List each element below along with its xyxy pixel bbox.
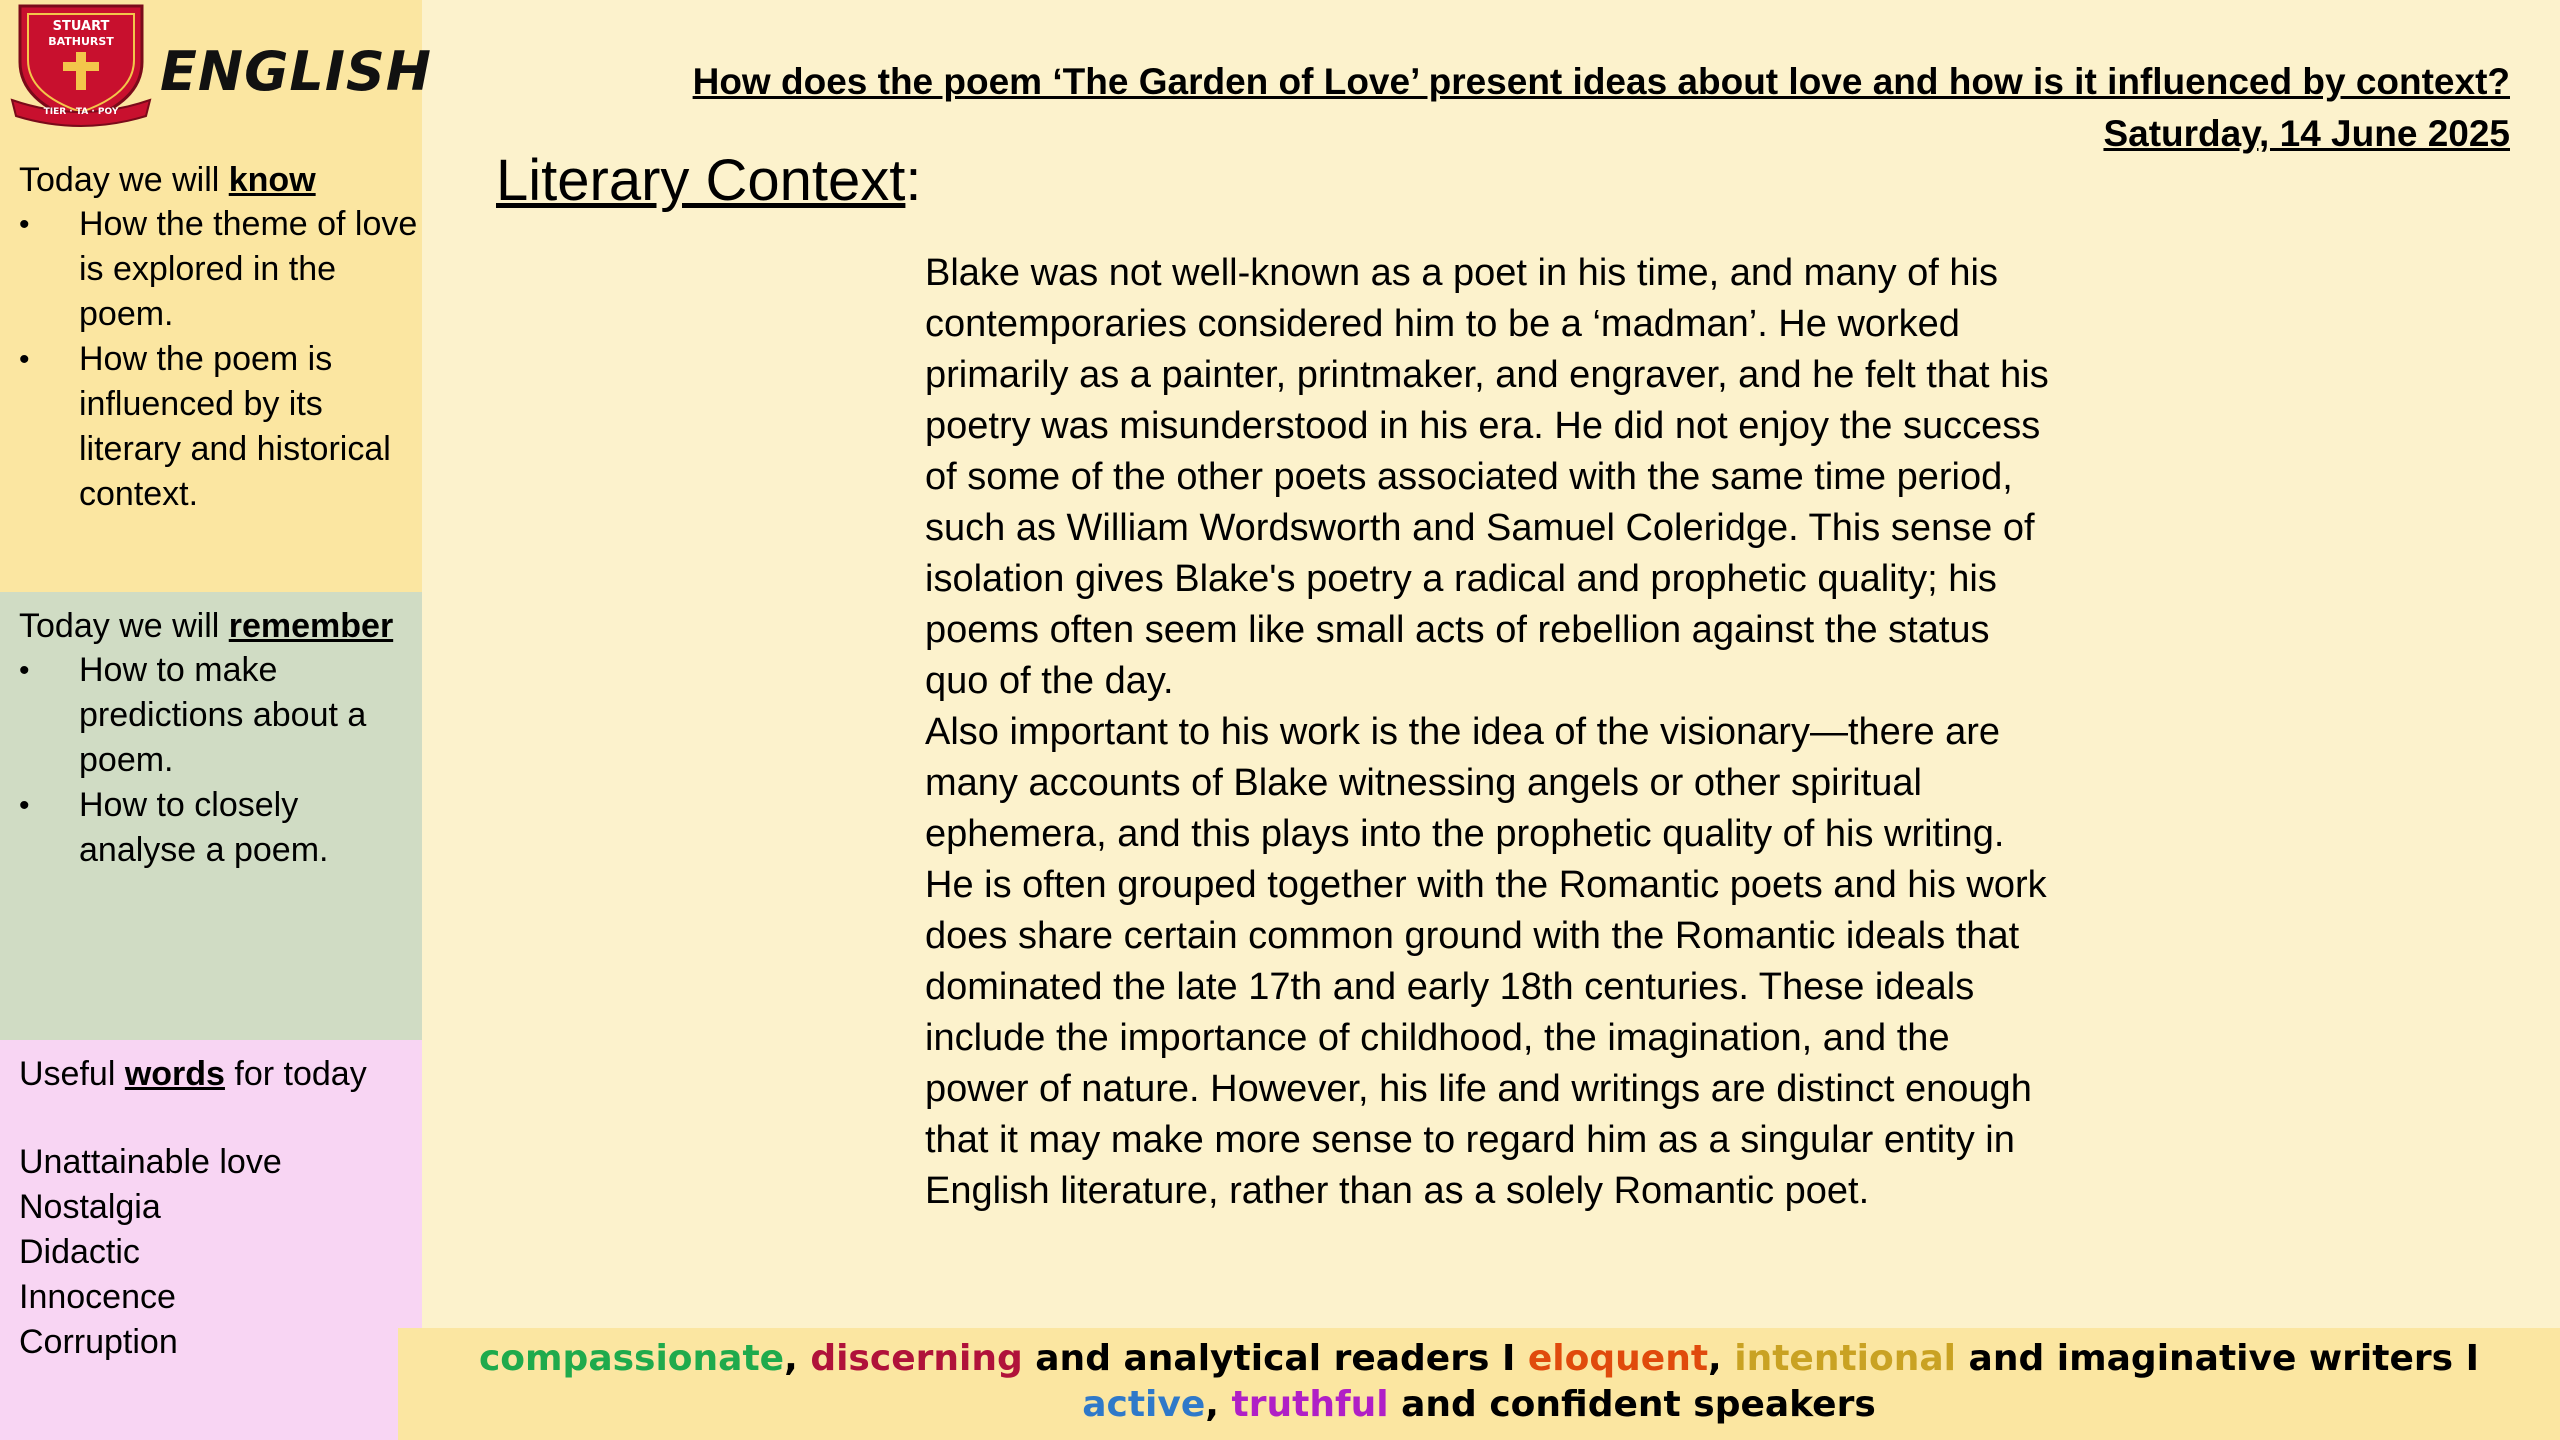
value-truthful: truthful: [1231, 1384, 1389, 1425]
remember-item-text: How to make predictions about a poem.: [79, 651, 367, 779]
words-keyword: words: [124, 1055, 225, 1093]
footer-sep: ,: [1205, 1384, 1232, 1425]
value-intentional: intentional: [1734, 1338, 1957, 1379]
footer-line-2: [398, 1382, 2560, 1428]
remember-item-text: How to closely analyse a poem.: [79, 786, 329, 869]
know-item-text: How the theme of love is explored in the poem.: [79, 205, 418, 333]
lesson-date: Saturday, 14 June 2025: [2103, 113, 2510, 154]
slide-title: [496, 146, 922, 216]
know-prefix: Today we will: [19, 161, 229, 199]
value-eloquent: eloquent: [1527, 1338, 1709, 1379]
sidebar: [0, 0, 432, 1440]
question-text: How does the poem ‘The Garden of Love’ present ideas about love and how is it influenced by context?: [692, 61, 2510, 102]
list-item: [19, 337, 419, 517]
context-paragraph: Blake was not well-known as a poet in his time, and many of his contemporaries considered him to be a ‘madman’. He worked primarily as a painter, printmaker, and engraver, and he felt that his poetry was misunderstood in his era. He did not enjoy the success of some of the other poets associated with the same time period, such as William Wordsworth and Samuel Coleridge. This sense of isolation gives Blake's poetry a radical and prophetic quality; his poems often seem like small acts of rebellion against the status quo of the day.: [925, 252, 2049, 702]
subject-title: ENGLISH: [160, 40, 432, 103]
remember-panel: [0, 592, 422, 1040]
list-item: [19, 648, 419, 783]
vocab-word: Nostalgia: [19, 1188, 161, 1226]
vocab-word: Corruption: [19, 1323, 178, 1361]
know-heading: [19, 158, 316, 202]
bullet-icon: •: [19, 208, 30, 241]
footer-divider: I: [2465, 1338, 2480, 1379]
remember-keyword: remember: [228, 607, 394, 645]
school-logo: [8, 0, 154, 128]
words-suffix: for today: [224, 1055, 367, 1093]
words-prefix: Useful: [19, 1055, 125, 1093]
footer-line-1: [398, 1336, 2560, 1382]
bullet-icon: •: [19, 654, 30, 687]
context-body: [925, 248, 2055, 1217]
list-item: [19, 202, 419, 337]
footer-text: and confident speakers: [1388, 1384, 1876, 1425]
know-item-text: How the poem is influenced by its literary and historical context.: [79, 340, 391, 513]
value-compassionate: compassionate: [478, 1338, 785, 1379]
logo-line2: BATHURST: [48, 35, 114, 48]
footer-sep: ,: [784, 1338, 811, 1379]
footer-divider: I: [1501, 1338, 1516, 1379]
value-active: active: [1082, 1384, 1206, 1425]
remember-list: [19, 648, 419, 873]
logo-line1: STUART: [52, 19, 110, 34]
bullet-icon: •: [19, 789, 30, 822]
context-paragraph: Also important to his work is the idea of the visionary—there are many accounts of Blake witnessing angels or other spiritual ephemera, and this plays into the prophetic quality of his writing. He is often grouped together with the Romantic poets and his work does share certain common ground with the Romantic ideals that dominated the late 17th and early 18th centuries. These ideals include the importance of childhood, the imagination, and the power of nature. However, his life and writings are distinct enough that it may make more sense to regard him as a singular entity in English literature, rather than as a solely Romantic poet.: [925, 711, 2047, 1212]
know-list: [19, 202, 419, 517]
values-footer: [398, 1328, 2560, 1440]
vocab-word: Didactic: [19, 1233, 140, 1271]
words-heading: [19, 1052, 367, 1096]
words-list: [19, 1140, 282, 1365]
remember-heading: [19, 604, 393, 648]
bullet-icon: •: [19, 343, 30, 376]
lesson-question: [693, 56, 2510, 160]
slide-title-colon: :: [905, 148, 922, 213]
footer-text: and imaginative writers: [1956, 1338, 2466, 1379]
vocab-word: Innocence: [19, 1278, 176, 1316]
value-discerning: discerning: [810, 1338, 1023, 1379]
slide-title-text: Literary Context: [496, 148, 906, 213]
logo-motto: TIER · TA · POY: [43, 107, 119, 117]
footer-sep: ,: [1708, 1338, 1735, 1379]
know-keyword: know: [228, 161, 316, 199]
list-item: [19, 783, 419, 873]
words-panel: [0, 1040, 422, 1440]
footer-text: and analytical readers: [1022, 1338, 1502, 1379]
know-panel: [0, 0, 432, 592]
vocab-word: Unattainable love: [19, 1143, 282, 1181]
remember-prefix: Today we will: [19, 607, 229, 645]
